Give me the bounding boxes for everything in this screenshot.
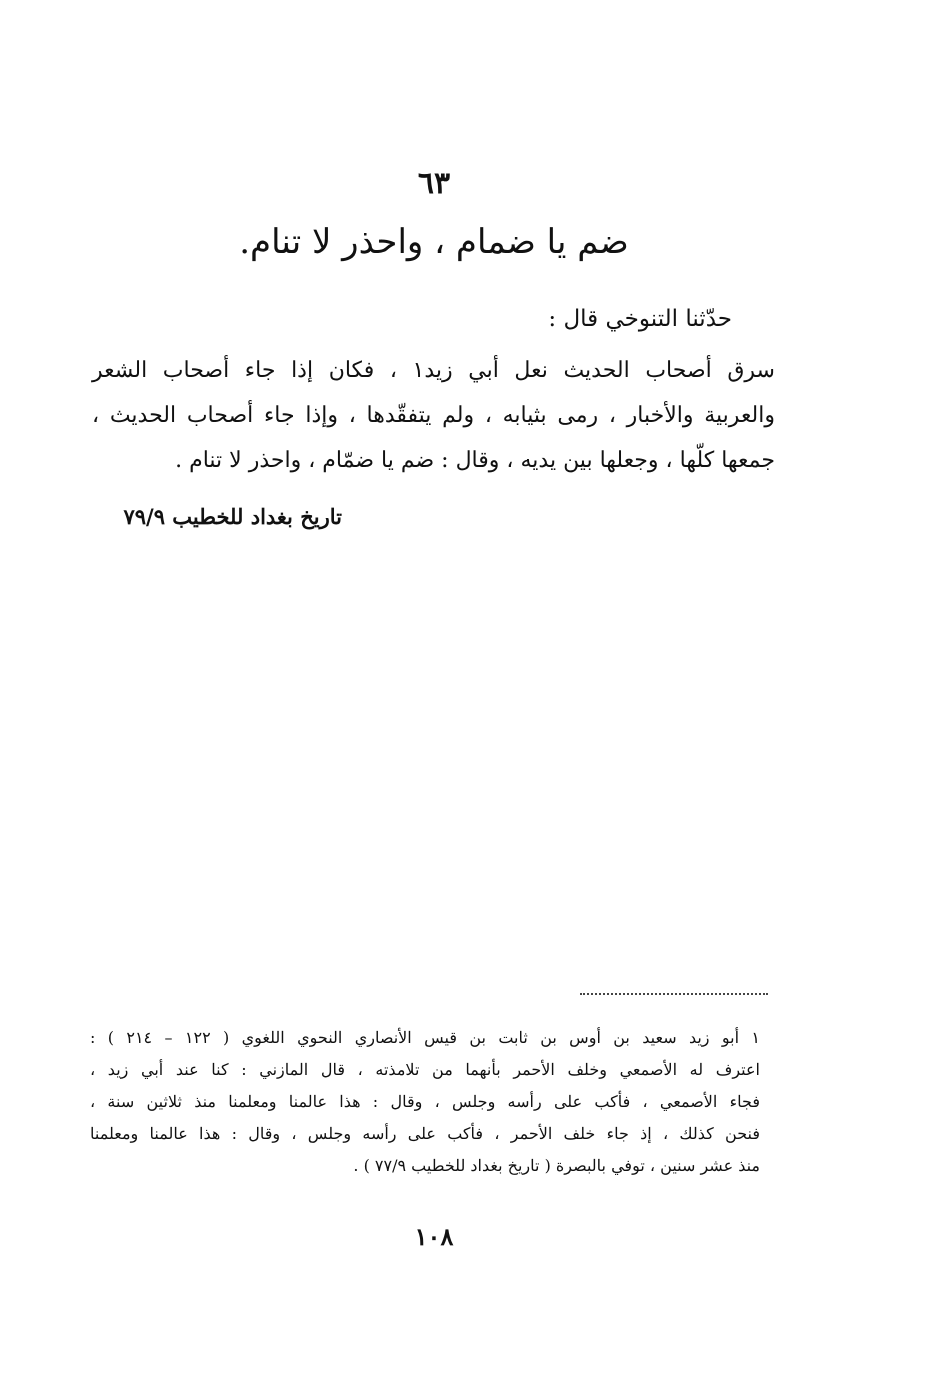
story-number: ٦٣ (417, 166, 451, 201)
story-body (92, 348, 775, 483)
footnote-line: اعترف له الأصمعي وخلف الأحمر بأنهما من تلامذته ، قال المازني : كنا عند أبي زيد ، (90, 1060, 760, 1079)
story-title: ضم يا ضمام ، واحذر لا تنام. (239, 222, 629, 262)
footnote-line: منذ عشر سنين ، توفي بالبصرة ( تاريخ بغداد للخطيب ٧٧/٩ ) . (353, 1156, 760, 1175)
footnote-line: فجاء الأصمعي ، فأكب على رأسه وجلس ، وقال : هذا عالمنا ومعلمنا منذ ثلاثين سنة ، (90, 1092, 760, 1111)
body-line: جمعها كلّها ، وجعلها بين يديه ، وقال : ضم يا ضمّام ، واحذر لا تنام . (175, 448, 775, 473)
body-line: والعربية والأخبار ، رمى بثيابه ، ولم يتفقّدها ، وإذا جاء أصحاب الحديث ، (92, 403, 775, 428)
footnote (90, 1022, 760, 1182)
narrator-line: حدّثنا التنوخي قال : (548, 306, 732, 332)
page-number: ١٠٨ (414, 1222, 454, 1251)
footnote-divider (580, 993, 768, 995)
body-line: سرق أصحاب الحديث نعل أبي زيد١ ، فكان إذا جاء أصحاب الشعر (92, 358, 775, 383)
footnote-line: فنحن كذلك ، إذ جاء خلف الأحمر ، فأكب على رأسه وجلس ، وقال : هذا عالمنا ومعلمنا (90, 1124, 760, 1143)
footnote-line: ١ أبو زيد سعيد بن أوس بن ثابت بن قيس الأنصاري النحوي اللغوي ( ١٢٢ – ٢١٤ ) : (90, 1028, 761, 1047)
source-citation: تاريخ بغداد للخطيب ٧٩/٩ (123, 504, 342, 529)
